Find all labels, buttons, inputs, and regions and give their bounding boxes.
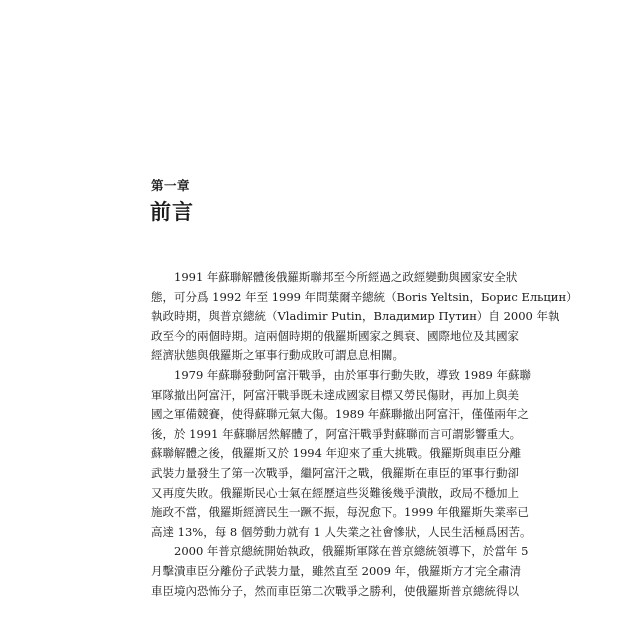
paragraph-2-line: 蘇聯解體之後，俄羅斯又於 1994 年迎來了重大挑戰。俄羅斯與車臣分離	[151, 446, 522, 461]
paragraph-2-line: 後，於 1991 年蘇聯居然解體了，阿富汗戰爭對蘇聯而言可謂影響重大。	[151, 426, 522, 441]
body-text	[151, 268, 578, 601]
paragraph-1-line: 政至今的兩個時期。這兩個時期的俄羅斯國家之興衰、國際地位及其國家	[151, 328, 519, 343]
paragraph-2-line: 武裝力量發生了第一次戰爭，繼阿富汗之戰，俄羅斯在車臣的軍事行動卻	[151, 465, 519, 480]
paragraph-2-line: 又再度失敗。俄羅斯民心士氣在經歷這些災難後幾乎潰散，政局不穩加上	[151, 485, 519, 500]
paragraph-3-line: 車臣境內恐怖分子，然而車臣第二次戰爭之勝利，使俄羅斯普京總統得以	[151, 583, 519, 598]
paragraph-1-line: 經濟狀態與俄羅斯之軍事行動成敗可謂息息相關。	[151, 348, 404, 363]
paragraph-2-line: 施政不當，俄羅斯經濟民生一蹶不振，每況愈下。1999 年俄羅斯失業率已	[151, 505, 529, 520]
paragraph-3-line: 2000 年普京總統開始執政，俄羅斯軍隊在普京總統領導下，於當年 5	[174, 544, 529, 559]
paragraph-2-line: 高達 13%，每 8 個勞動力就有 1 人失業之社會慘狀，人民生活極爲困苦。	[151, 524, 532, 539]
paragraph-2-line: 1979 年蘇聯發動阿富汗戰爭，由於軍事行動失敗，導致 1989 年蘇聯	[174, 367, 531, 382]
paragraph-2-line: 國之軍備競賽，使得蘇聯元氣大傷。1989 年蘇聯撤出阿富汗，僅僅兩年之	[151, 407, 529, 422]
paragraph-1-line: 1991 年蘇聯解體後俄羅斯聯邦至今所經過之政經變動與國家安全狀	[174, 270, 518, 284]
chapter-title: 前言	[150, 200, 194, 224]
paragraph-1-line: 態，可分爲 1992 年至 1999 年問葉爾辛總統（Boris Yeltsin，Борис Ельцин）	[151, 289, 578, 304]
paragraph-3-line: 月擊潰車臣分離份子武裝力量，雖然直至 2009 年，俄羅斯方才完全肅清	[151, 563, 522, 578]
chapter-number: 第一章	[151, 178, 191, 193]
paragraph-2-line: 軍隊撤出阿富汗，阿富汗戰爭既未達成國家目標又勞民傷財，再加上與美	[151, 387, 519, 402]
paragraph-1-line: 執政時期，與普京總統（Vladimir Putin，Владимир Путин）自 2000 年執	[151, 309, 560, 324]
